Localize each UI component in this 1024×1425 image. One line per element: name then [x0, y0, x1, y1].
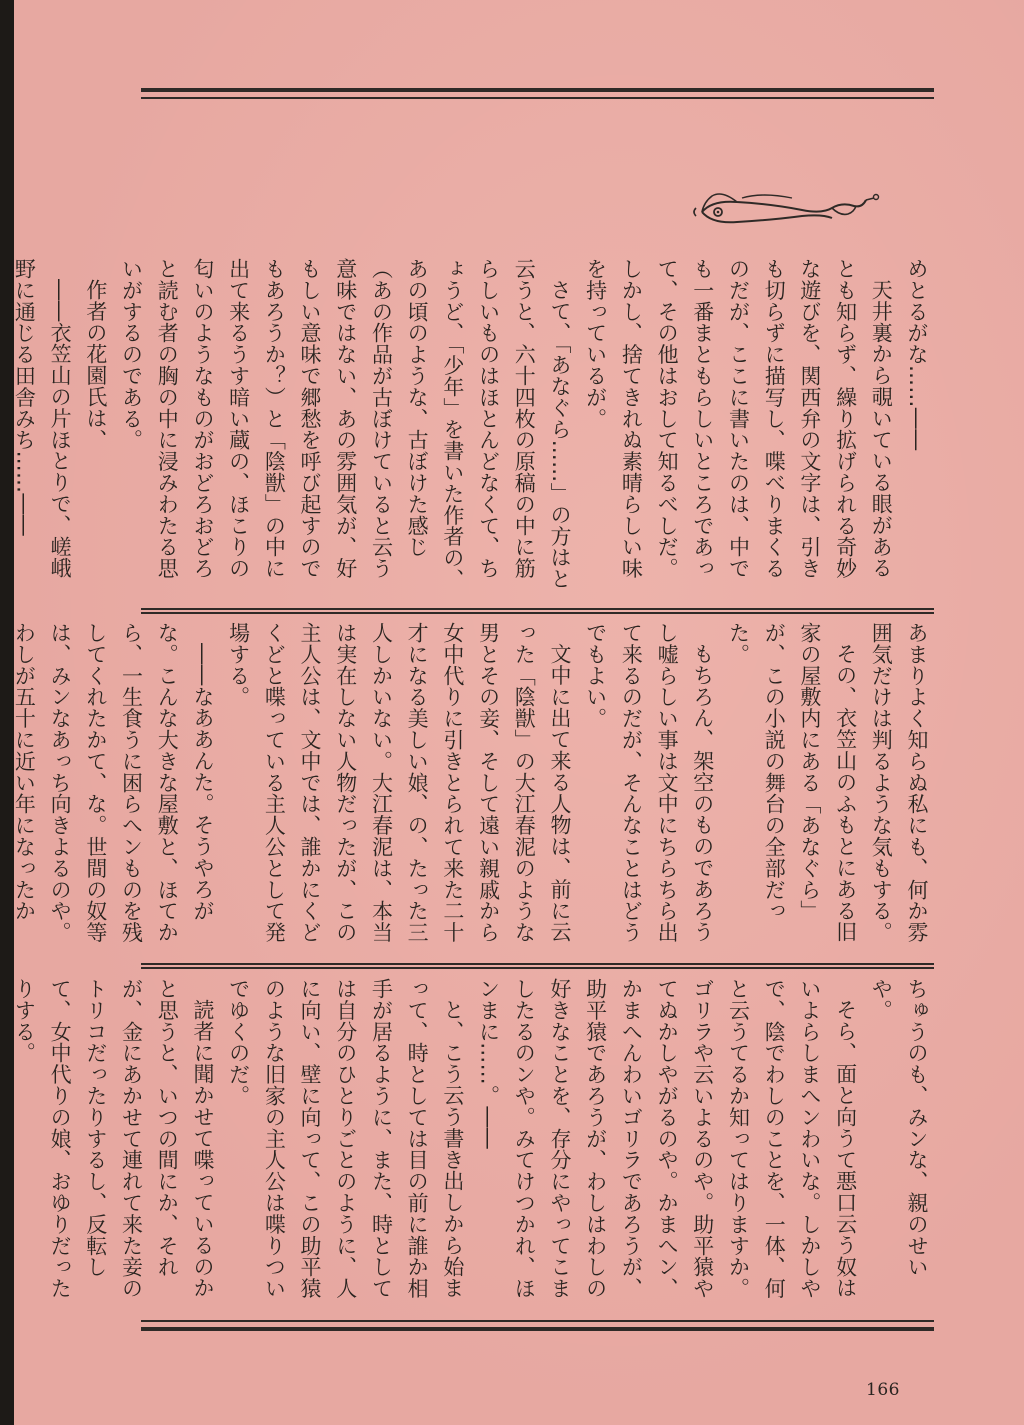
paragraph: ――衣笠山の片ほとりで、嵯峨野に通じる田舎みち……――	[12, 258, 73, 579]
paragraph: 天井裏から覗いている眼があるとも知らず、繰り拡げられる奇妙な遊びを、関西弁の文字は、引きも切らずに描写し、喋べりまくるのだが、ここに書いたのは、中でも一番まともらしいところであって、その他はおして知るべしだ。しかし、捨てきれぬ素晴らしい味を持っているが。	[583, 258, 894, 579]
paragraph	[0, 258, 6, 593]
paragraph: ちゅうのも、みンな、親のせいや。	[869, 978, 929, 1278]
paragraph: 作者の花園氏は、	[83, 279, 108, 451]
text-section-2	[12, 622, 934, 950]
text-section-3	[12, 978, 934, 1308]
top-rule-thin	[141, 97, 934, 99]
top-rule-thick	[141, 88, 934, 92]
page-number: 166	[866, 1380, 900, 1400]
paragraph: あまりよく知らぬ私にも、何か雰囲気だけは判るような気もする。	[869, 622, 929, 943]
paragraph: もちろん、架空のものであろうし嘘らしい事は文中にちらちら出て来るのだが、そんなことはどうでもよい。	[583, 622, 715, 943]
paragraph: さて、「あなぐら……」の方はと云うと、六十四枚の原稿の中に筋らしいものはほとんどなくて、ちょうど、「少年」を書いた作者の、あの頃のような、古ぼけた感じ（あの作品が古ぼけていると云う意味ではない、あの雰囲気が、好もしい意味で郷愁を呼び起すのでもあろうか？）と「陰獣」の中に出て来るうす暗い蔵の、ほこりの匂いのようなものがおどろおどろと読む者の胸の中に浸みわたる思いがするのである。	[119, 258, 572, 590]
paragraph: そら、面と向うて悪口云う奴はいよらしまへンわいな。しかしやで、陰でわしのことを、一体、何と云うてるか知ってはりますか。ゴリラや云いよるのや。助平猿やてぬかしやがるのや。かまへン、かまへんわいゴリラであろうが、助平猿であろうが、わしはわしの好きなことを、存分にやってこましたるのンや。みてけつかれ、ほンまに……。――	[476, 978, 858, 1299]
paragraph: ――なああんた。そうやろがな。こんな大きな屋敷と、ほてから、一生食うに困らへンものを残してくれたかて、な。世間の奴等は、みンなあっち向きよるのや。わしが五十に近い年になったか	[12, 622, 215, 943]
bottom-rule-thick	[141, 1327, 934, 1331]
section-divider-2b	[141, 967, 934, 969]
bottom-rule-thin	[141, 1320, 934, 1322]
section-divider-2	[141, 963, 934, 965]
book-page	[14, 0, 1024, 1425]
section-divider-1	[141, 608, 934, 610]
section-divider-1b	[141, 612, 934, 614]
paragraph: 読者に聞かせて喋っているのかと思うと、いつの間にか、それが、金にあかせて連れて来た妾のトリコだったりするし、反転して、女中代りの娘、おゆりだったりする。	[12, 978, 215, 1299]
paragraph: 文中に出て来る人物は、前に云った「陰獣」の大江春泥のような男とその妾、そして遠い親戚から女中代りに引きとられて来た二十才になる美しい娘、の、たった三人しかいない。大江春泥は、本当は実在しない人物だったが、この主人公は、文中では、誰かにくどくどと喋っている主人公として発場する。	[226, 622, 572, 943]
fish-ornament-icon	[682, 186, 882, 236]
text-section-1	[12, 258, 934, 593]
paragraph: と、こう云う書き出しから始まって、時としては目の前に誰か相手が居るように、また、時としては自分のひとりごとのように、人に向い、壁に向って、この助平猿のような旧家の主人公は喋りついでゆくのだ。	[226, 978, 465, 1299]
paragraph: その、衣笠山のふもとにある旧家の屋敷内にある「あなぐら」が、この小説の舞台の全部だった。	[726, 622, 858, 943]
paragraph	[0, 978, 6, 1308]
paragraph: めとるがな……――	[905, 258, 929, 451]
